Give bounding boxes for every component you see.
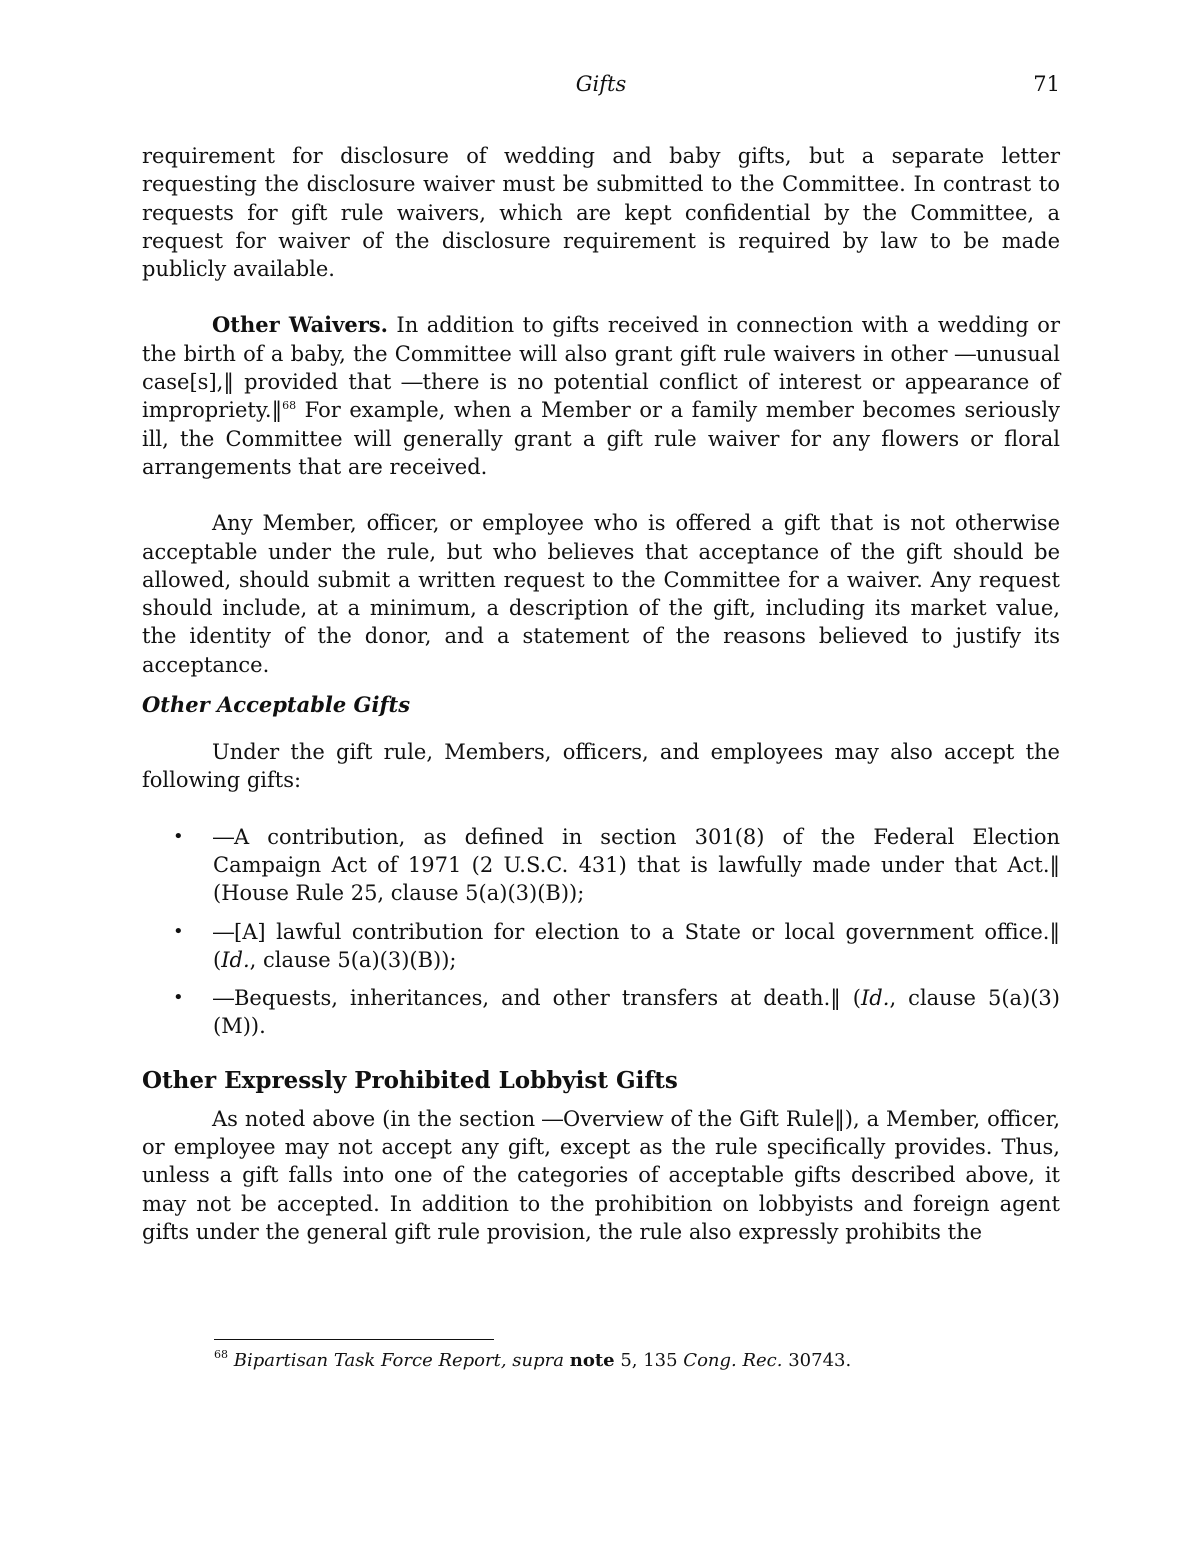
- subhead-other-acceptable-gifts: Other Acceptable Gifts: [142, 692, 411, 718]
- other-waivers-text-2: For example, when a Member or a family member becomes seriously ill, the Committee will generally grant a gift rule waiver for any flowers or floral arrangements that are received.: [142, 398, 1060, 479]
- footnote-journal: Cong. Rec.: [683, 1350, 783, 1371]
- paragraph-prohibited-gifts: As noted above (in the section ―Overview of the Gift Rule‖), a Member, officer, or employee may not accept any gift, except as the rule specifically provides. Thus, unless a gift falls into one of the categories of acceptable gifts described above, it may not be accepted. In addition to the prohibition on lobbyists and foreign agent gifts under the general gift rule provision, the rule also expressly prohibits the: [142, 1106, 1060, 1244]
- page-number: 71: [1033, 72, 1060, 96]
- footnote-ref-68[interactable]: 68: [282, 399, 297, 413]
- acceptable-gifts-list: [142, 823, 1060, 1041]
- section-title: Other Expressly Prohibited Lobbyist Gifts: [142, 1066, 678, 1094]
- running-title: Gifts: [575, 72, 627, 96]
- paragraph-accept-following: Under the gift rule, Members, officers, and employees may also accept the following gifts:: [142, 740, 1060, 793]
- other-waivers-text-1: In addition to gifts received in connection with a wedding or the birth of a baby, the Committee will also grant gift rule waivers in other ―unusual case[s],‖ provided that ―there is no potential conflict of interest or appearance of impropriety.‖: [142, 313, 1060, 423]
- list-item: • ―[A] lawful contribution for election to a State or local government office.‖ (Id., clause 5(a)(3)(B));: [173, 919, 1060, 972]
- paragraph-disclosure: requirement for disclosure of wedding and baby gifts, but a separate letter requesting the disclosure waiver must be submitted to the Committee. In contrast to requests for gift rule waivers, which are kept confidential by the Committee, a request for waiver of the disclosure requirement is required by law to be made publicly available.: [142, 144, 1060, 282]
- list-item: • ―A contribution, as defined in section 301(8) of the Federal Election Campaign Act of 1971 (2 U.S.C. 431) that is lawfully made under that Act.‖ (House Rule 25, clause 5(a)(3)(B));: [173, 824, 1060, 906]
- paragraph-other-waivers: [142, 311, 1060, 481]
- footnote-number: 68: [214, 1348, 228, 1361]
- list-item: • ―Bequests, inheritances, and other transfers at death.‖ (Id., clause 5(a)(3)(M)).: [173, 986, 1060, 1039]
- bullet-icon: •: [173, 920, 184, 942]
- body-text: [142, 142, 1060, 1246]
- other-waivers-lead: Other Waivers.: [212, 312, 388, 338]
- bullet-icon: •: [173, 825, 184, 847]
- footnote-68: $^{68}$ Bipartisan Task Force Report, supra note 5, 135 Cong. Rec. 30743.: [214, 1348, 852, 1371]
- bullet-icon: •: [173, 987, 184, 1009]
- footnote-divider: [214, 1339, 494, 1340]
- paragraph-waiver-request: Any Member, officer, or employee who is offered a gift that is not otherwise acceptable under the rule, but who believes that acceptance of the gift should be allowed, should submit a written request to the Committee for a waiver. Any request should include, at a minimum, a description of the gift, including its market value, the identity of the donor, and a statement of the reasons believed to justify its acceptance.: [142, 511, 1060, 677]
- page-header: [142, 72, 1060, 102]
- footnote-source: Bipartisan Task Force Report, supra: [233, 1350, 564, 1371]
